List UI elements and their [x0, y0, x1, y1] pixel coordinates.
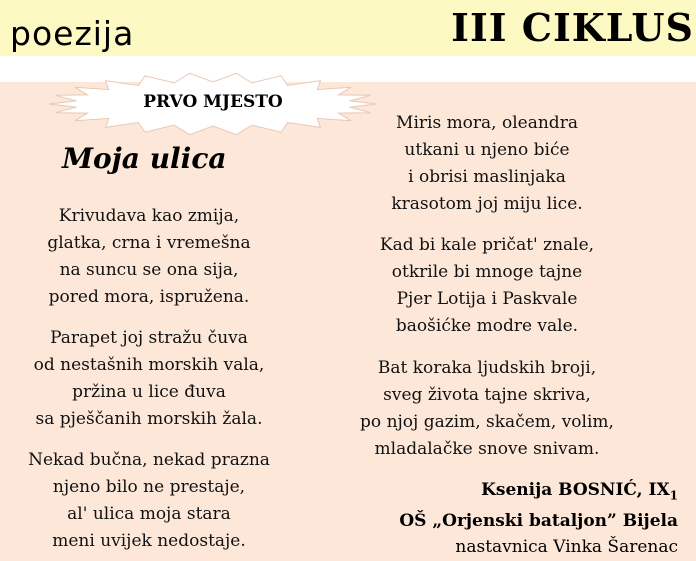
- stanza-4: [342, 110, 632, 218]
- verse-line: po njoj gazim, skačem, volim,: [360, 412, 614, 432]
- header-bar: [0, 0, 696, 56]
- author-line: [399, 477, 678, 508]
- verse-line: Nekad bučna, nekad prazna: [28, 450, 270, 470]
- stanza-5: [342, 232, 632, 340]
- verse-line: al' ulica moja stara: [67, 504, 231, 524]
- verse-line: Bat koraka ljudskih broji,: [377, 358, 597, 378]
- section-label: poezija: [10, 14, 135, 53]
- author-name: Ksenija BOSNIĆ, IX: [481, 480, 670, 500]
- verse-line: Miris mora, oleandra: [396, 113, 578, 133]
- verse-line: mladalačke snove snivam.: [374, 439, 600, 459]
- cycle-title: III CIKLUS: [451, 5, 694, 50]
- verse-line: baošićke modre vale.: [395, 316, 579, 336]
- verse-line: utkani u njeno biće: [404, 140, 570, 160]
- verse-line: meni uvijek nedostaje.: [52, 531, 246, 551]
- verse-line: na suncu se ona sija,: [59, 260, 239, 280]
- verse-line: pored mora, ispružena.: [48, 287, 250, 307]
- verse-line: krasotom joj miju lice.: [391, 194, 583, 214]
- verse-line: i obrisi maslinjaka: [408, 167, 566, 187]
- verse-line: od nestašnih morskih vala,: [33, 355, 265, 375]
- verse-line: Kad bi kale pričat' znale,: [379, 235, 595, 255]
- verse-line: Parapet joj stražu čuva: [50, 328, 248, 348]
- poem-title: Moja ulica: [62, 142, 227, 175]
- verse-line: pržina u lice đuva: [72, 382, 226, 402]
- teacher-name: nastavnica Vinka Šarenac: [455, 537, 678, 558]
- author-class-subscript: 1: [669, 488, 678, 503]
- verse-line: Pjer Lotija i Paskvale: [396, 289, 578, 309]
- stanza-2: [18, 325, 280, 433]
- stanza-1: [18, 203, 280, 311]
- school-name: OŠ „Orjenski bataljon” Bijela: [399, 511, 678, 532]
- badge-label: PRVO MJESTO: [143, 92, 283, 112]
- verse-line: sa pješčanih morskih žala.: [35, 409, 263, 429]
- credits: [399, 477, 678, 560]
- verse-line: sveg života tajne skriva,: [383, 385, 591, 405]
- verse-line: njeno bilo ne prestaje,: [52, 477, 246, 497]
- verse-line: otkrile bi mnoge tajne: [391, 262, 583, 282]
- stanza-3: [18, 447, 280, 555]
- first-place-badge: [48, 72, 378, 136]
- verse-line: Krivudava kao zmija,: [58, 206, 240, 226]
- verse-line: glatka, crna i vremešna: [47, 233, 251, 253]
- stanza-6: [342, 355, 632, 463]
